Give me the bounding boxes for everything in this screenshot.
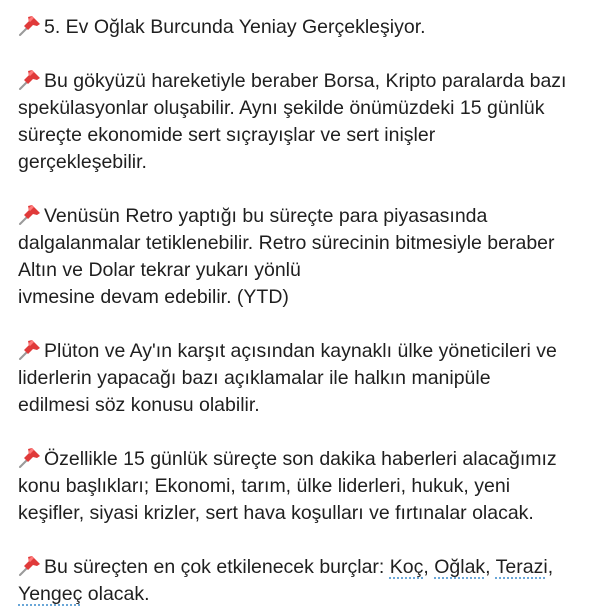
paragraph-line: Yengeç olacak. [18,583,150,605]
paragraph-6 [18,554,583,608]
paragraph-5 [18,446,583,527]
pushpin-icon [18,68,42,90]
pushpin-icon [18,554,42,576]
pushpin-icon [18,338,42,360]
link-yengec[interactable]: Yengeç [18,583,83,605]
paragraph-line: Bu süreçten en çok etkilenecek burçlar: Koç, Oğlak, Terazi, [18,554,583,581]
paragraph-line: ivmesine devam edebilir. (YTD) [18,286,289,308]
paragraph-line: liderlerin yapacağı bazı açıklamalar ile halkın manipüle [18,367,491,389]
paragraph-4 [18,338,583,419]
paragraph-line: dalgalanmalar tetiklenebilir. Retro sürecinin bitmesiyle beraber [18,232,555,254]
paragraph-1 [18,14,583,41]
paragraph-line: Venüsün Retro yaptığı bu süreçte para piyasasında [18,203,583,230]
paragraph-line: Bu gökyüzü hareketiyle beraber Borsa, Kripto paralarda bazı [18,68,583,95]
paragraph-line: Altın ve Dolar tekrar yukarı yönlü [18,259,301,281]
paragraph-line: Plüton ve Ay'ın karşıt açısından kaynaklı ülke yöneticileri ve [18,338,583,365]
link-terazi[interactable]: Terazi [495,556,548,578]
pushpin-icon [18,446,42,468]
paragraph-2 [18,68,583,176]
link-oglak[interactable]: Oğlak [434,556,486,578]
paragraph-line: keşifler, siyasi krizler, sert hava koşulları ve fırtınalar olacak. [18,502,534,524]
paragraph-line: süreçte ekonomide sert sıçrayışlar ve sert inişler [18,124,436,146]
pushpin-icon [18,14,42,36]
paragraph-line: 5. Ev Oğlak Burcunda Yeniay Gerçekleşiyor. [18,14,583,41]
paragraph-line: spekülasyonlar oluşabilir. Aynı şekilde önümüzdeki 15 günlük [18,97,545,119]
paragraph-line: edilmesi söz konusu olabilir. [18,394,260,416]
pushpin-icon [18,203,42,225]
paragraph-line: gerçekleşebilir. [18,151,147,173]
paragraph-3 [18,203,583,311]
link-koc[interactable]: Koç [389,556,424,578]
paragraph-line: Özellikle 15 günlük süreçte son dakika haberleri alacağımız [18,446,583,473]
paragraph-line: konu başlıkları; Ekonomi, tarım, ülke liderleri, hukuk, yeni [18,475,511,497]
